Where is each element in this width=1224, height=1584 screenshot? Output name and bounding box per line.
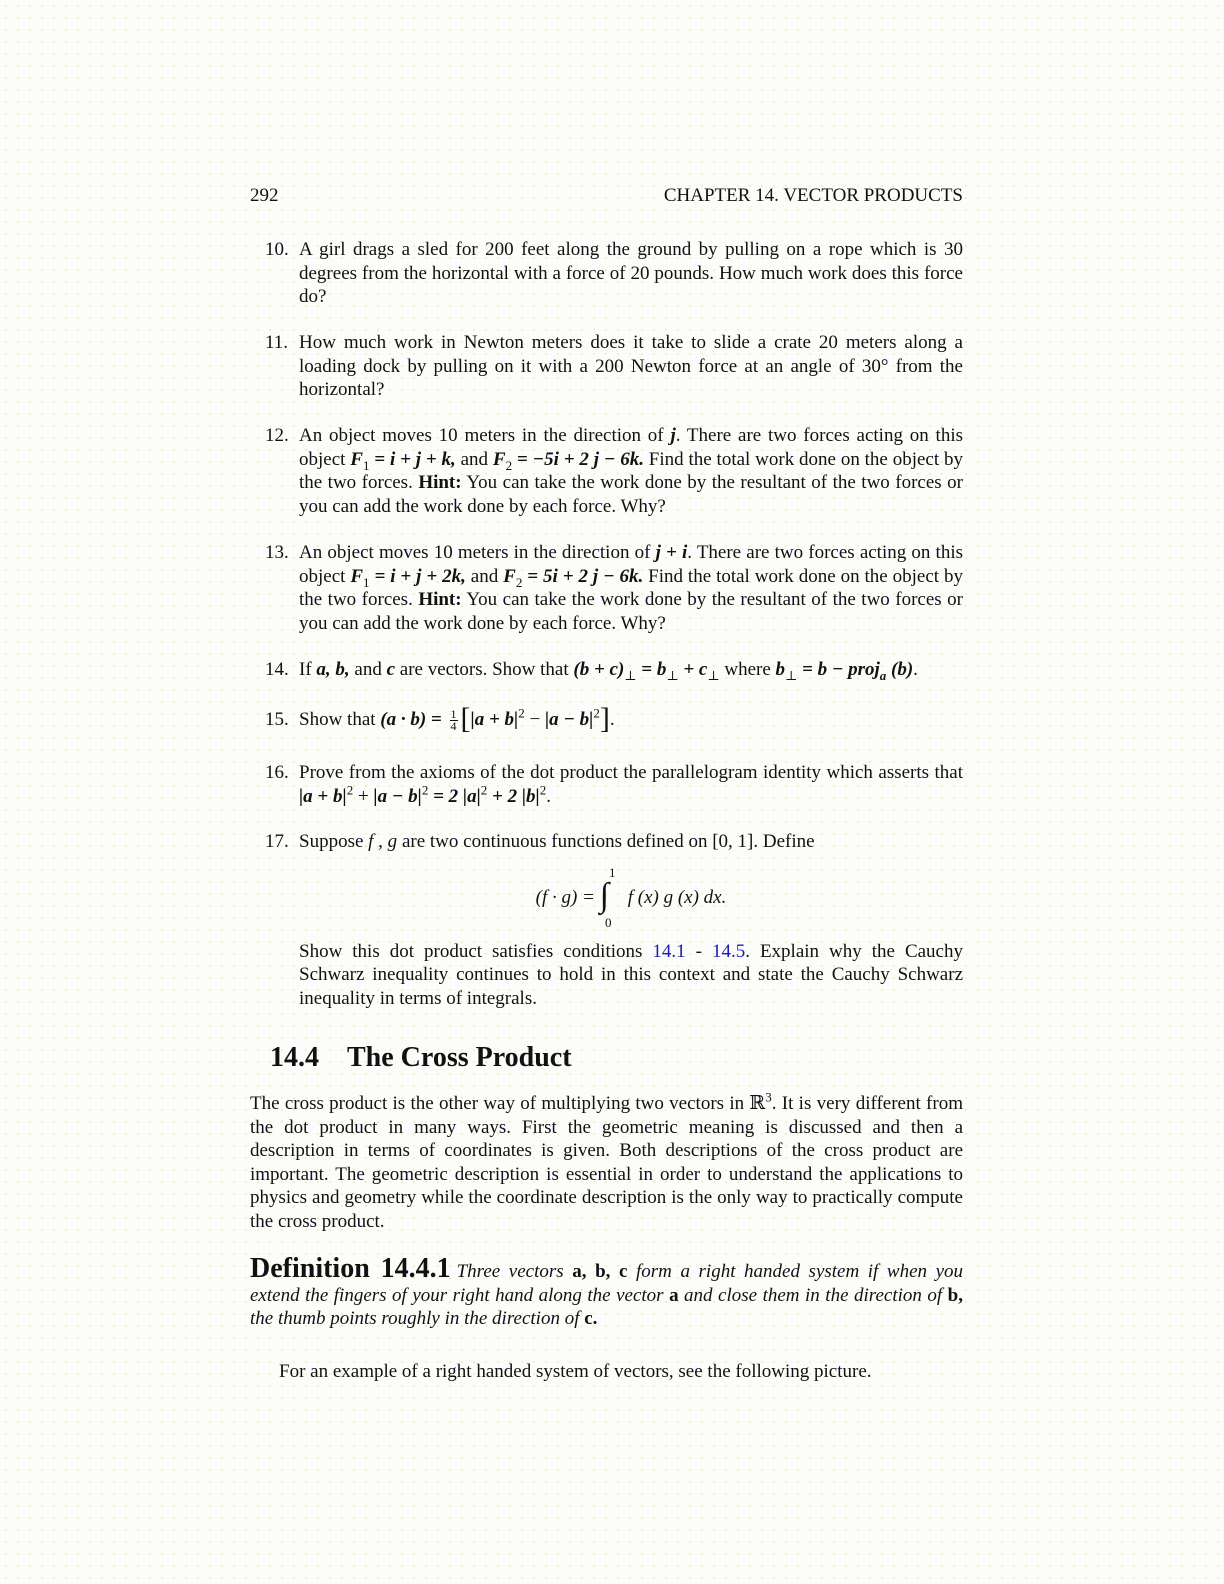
integral-sign: ∫ <box>599 877 609 915</box>
vector-F2: F <box>492 448 506 470</box>
text-run: are two continuous functions defined on <box>397 831 713 852</box>
exercise-number: 11. <box>265 332 289 353</box>
open-bracket: [ <box>460 701 471 735</box>
numerator: 1 <box>450 707 457 722</box>
exercise-16 <box>265 761 963 808</box>
perp-subscript: ⊥ <box>785 667 798 683</box>
upper-limit: 1 <box>608 865 616 881</box>
norm-term: |a − b| <box>373 785 422 807</box>
closing-sentence: For an example of a right handed system of vectors, see the following picture. <box>279 1361 872 1382</box>
exercise-number: 17. <box>265 831 289 852</box>
text-run: Suppose <box>299 831 369 852</box>
exercise-number: 13. <box>265 542 289 563</box>
text-run: Find the total work done on the object by the two forces. <box>299 448 963 493</box>
hint-text: You can take the work done by the resultant of the two forces or you can add the work done by each force. Why? <box>299 472 963 517</box>
vector-j: j <box>670 425 676 446</box>
exponent: 2 <box>421 782 429 798</box>
math-lhs: (a · b) = <box>380 709 447 730</box>
text-run: - <box>685 940 712 962</box>
exponent: 2 <box>593 705 600 721</box>
exercise-text <box>299 701 963 735</box>
reference-link-14-5[interactable]: 14.5 <box>711 940 746 962</box>
exercise-text: How much work in Newton meters does it take to slide a crate 20 meters along a loading dock by pulling on it with a 200 Newton force at an angle of 30° from the horizontal? <box>299 332 963 400</box>
norm-term: |a − b| <box>544 709 594 730</box>
close-bracket: ] <box>599 701 610 735</box>
text-run: Three vectors <box>456 1261 573 1282</box>
denominator: 4 <box>450 719 457 734</box>
hint-text: You can take the work done by the resultant of the two forces or you can add the work done by each force. Why? <box>299 589 963 634</box>
equation-lhs: (f · g) = <box>535 886 600 908</box>
integral-limits <box>604 865 623 931</box>
text-run: . There are two forces acting on this object <box>299 425 963 470</box>
vector-a: a <box>669 1284 679 1306</box>
subscript: 1 <box>362 457 370 473</box>
exercise-text <box>299 541 963 635</box>
interval: [0, 1] <box>712 831 754 852</box>
perp-subscript: ⊥ <box>666 667 679 683</box>
projection-def: = b − proj <box>797 659 880 680</box>
vector-b: b, <box>947 1284 963 1306</box>
text-run: . There are two forces acting on this object <box>299 542 963 587</box>
text-run: . It is very different from the dot product in many ways. First the geometric meaning is discussed and then a description in terms of coordinates is given. Both descriptions of the cross product are important. The geometric description is essential in order to understand the applications to physics and geometry while the coordinate description is the only way to practically compute the cross product. <box>250 1093 963 1232</box>
hint-label: Hint: <box>418 472 462 493</box>
section-intro-paragraph <box>250 1089 963 1234</box>
vector-F1: F <box>350 565 364 587</box>
exponent: 2 <box>480 782 488 798</box>
norm-term: = 2 |a| <box>428 785 481 807</box>
norm-term: |a + b| <box>470 709 519 730</box>
text-run: Prove from the axioms of the dot product the parallelogram identity which asserts that <box>299 762 963 783</box>
exponent: 3 <box>765 1089 772 1105</box>
text-run: . <box>913 659 918 680</box>
reals-symbol: ℝ <box>749 1093 766 1114</box>
exercise-text <box>299 424 963 518</box>
functions-fg: f , g <box>368 831 398 852</box>
operator: − <box>524 709 545 730</box>
exercise-10 <box>265 238 963 309</box>
definition-block <box>250 1253 964 1331</box>
exercise-15 <box>265 701 963 735</box>
vectors-ab: a, b, <box>316 659 350 680</box>
text-run: the thumb points roughly in the direction of <box>250 1308 585 1330</box>
text-run: Show that <box>299 709 381 730</box>
text-run: . <box>609 709 615 730</box>
text-run: and close them in the direction of <box>678 1284 948 1306</box>
equation-F2: = 5i + 2 j − 6k. <box>522 565 644 587</box>
text-run: and <box>455 448 493 470</box>
exercise-number: 10. <box>265 239 289 260</box>
exercise-text <box>299 830 963 1010</box>
perp-subscript: ⊥ <box>624 667 637 683</box>
fraction <box>450 709 458 732</box>
subscript: 2 <box>505 457 513 473</box>
text-run: Show this dot product satisfies conditions <box>299 940 653 962</box>
exercise-text <box>299 761 963 808</box>
exercise-17 <box>265 830 963 1010</box>
exercise-number: 14. <box>265 659 289 680</box>
exercise-number: 15. <box>265 709 289 730</box>
vector-b: b <box>775 659 786 680</box>
reference-link-14-1[interactable]: 14.1 <box>652 940 686 962</box>
chapter-title: CHAPTER 14. VECTOR PRODUCTS <box>663 185 963 206</box>
text-run: Find the total work done on the object by the two forces. <box>299 565 963 610</box>
exercise-14 <box>265 658 963 682</box>
exercise-13 <box>265 541 963 635</box>
equation-F1: = i + j + 2k, <box>369 565 466 587</box>
vector-F2: F <box>503 565 516 587</box>
exercise-text <box>299 658 963 682</box>
math-rhs: + c <box>678 659 708 680</box>
text-run: . <box>546 785 551 807</box>
exercise-number: 16. <box>265 762 289 783</box>
text-run: The cross product is the other way of multiplying two vectors in <box>250 1093 750 1114</box>
math-lhs: (b + c) <box>573 659 625 680</box>
exercise-followup <box>299 940 963 1011</box>
definition-label: Definition 14.4.1 <box>250 1253 451 1284</box>
projection-arg: (b) <box>886 659 914 680</box>
exercise-intro <box>299 830 963 854</box>
text-run: form a right handed system if when you extend the fingers of your right hand along the vector <box>250 1261 964 1306</box>
exponent: 2 <box>346 782 354 798</box>
running-header <box>250 184 963 208</box>
hint-label: Hint: <box>418 589 462 610</box>
vector-c: c <box>386 659 396 680</box>
subscript: 2 <box>515 574 523 590</box>
text-run: If <box>299 659 317 680</box>
exercise-number: 12. <box>265 425 289 446</box>
norm-term: + 2 |b| <box>487 785 540 807</box>
equation-F2: = −5i + 2 j − 6k. <box>512 448 644 470</box>
operator: + <box>353 785 374 807</box>
exponent: 2 <box>518 705 525 721</box>
section-title: The Cross Product <box>347 1042 572 1073</box>
proj-subscript: a <box>879 667 887 683</box>
text-run: An object moves 10 meters in the direction of <box>299 425 671 446</box>
perp-subscript: ⊥ <box>707 667 720 683</box>
vector-c: c. <box>584 1308 598 1330</box>
text-run: and <box>349 659 387 680</box>
text-run: where <box>719 659 776 680</box>
exercise-text: A girl drags a sled for 200 feet along the ground by pulling on a rope which is 30 degrees from the horizontal with a force of 20 pounds. How much work does this force do? <box>299 239 963 307</box>
exercise-11 <box>265 331 963 402</box>
exponent: 2 <box>539 782 547 798</box>
vector-F1: F <box>350 448 363 470</box>
page-number: 292 <box>250 185 279 206</box>
lower-limit: 0 <box>604 915 612 931</box>
norm-term: |a + b| <box>299 785 347 807</box>
text-run: . Explain why the Cauchy Schwarz inequality continues to hold in this context and state the Cauchy Schwarz inequality in terms of integrals. <box>299 940 963 1009</box>
display-equation <box>299 865 963 931</box>
exercise-12 <box>265 424 963 518</box>
text-run: are vectors. Show that <box>395 659 574 680</box>
text-run: . Define <box>753 831 815 852</box>
integrand: f (x) g (x) dx. <box>622 886 727 908</box>
text-run: An object moves 10 meters in the direction of <box>299 542 656 563</box>
section-number: 14.4 <box>270 1042 319 1073</box>
text-run: and <box>465 565 504 587</box>
equation-F1: = i + j + k, <box>369 448 456 470</box>
vectors-abc: a, b, c <box>572 1261 628 1282</box>
subscript: 1 <box>363 574 370 590</box>
section-heading <box>270 1040 572 1076</box>
direction-vector: j + i <box>655 542 688 563</box>
math-rhs: = b <box>636 659 667 680</box>
